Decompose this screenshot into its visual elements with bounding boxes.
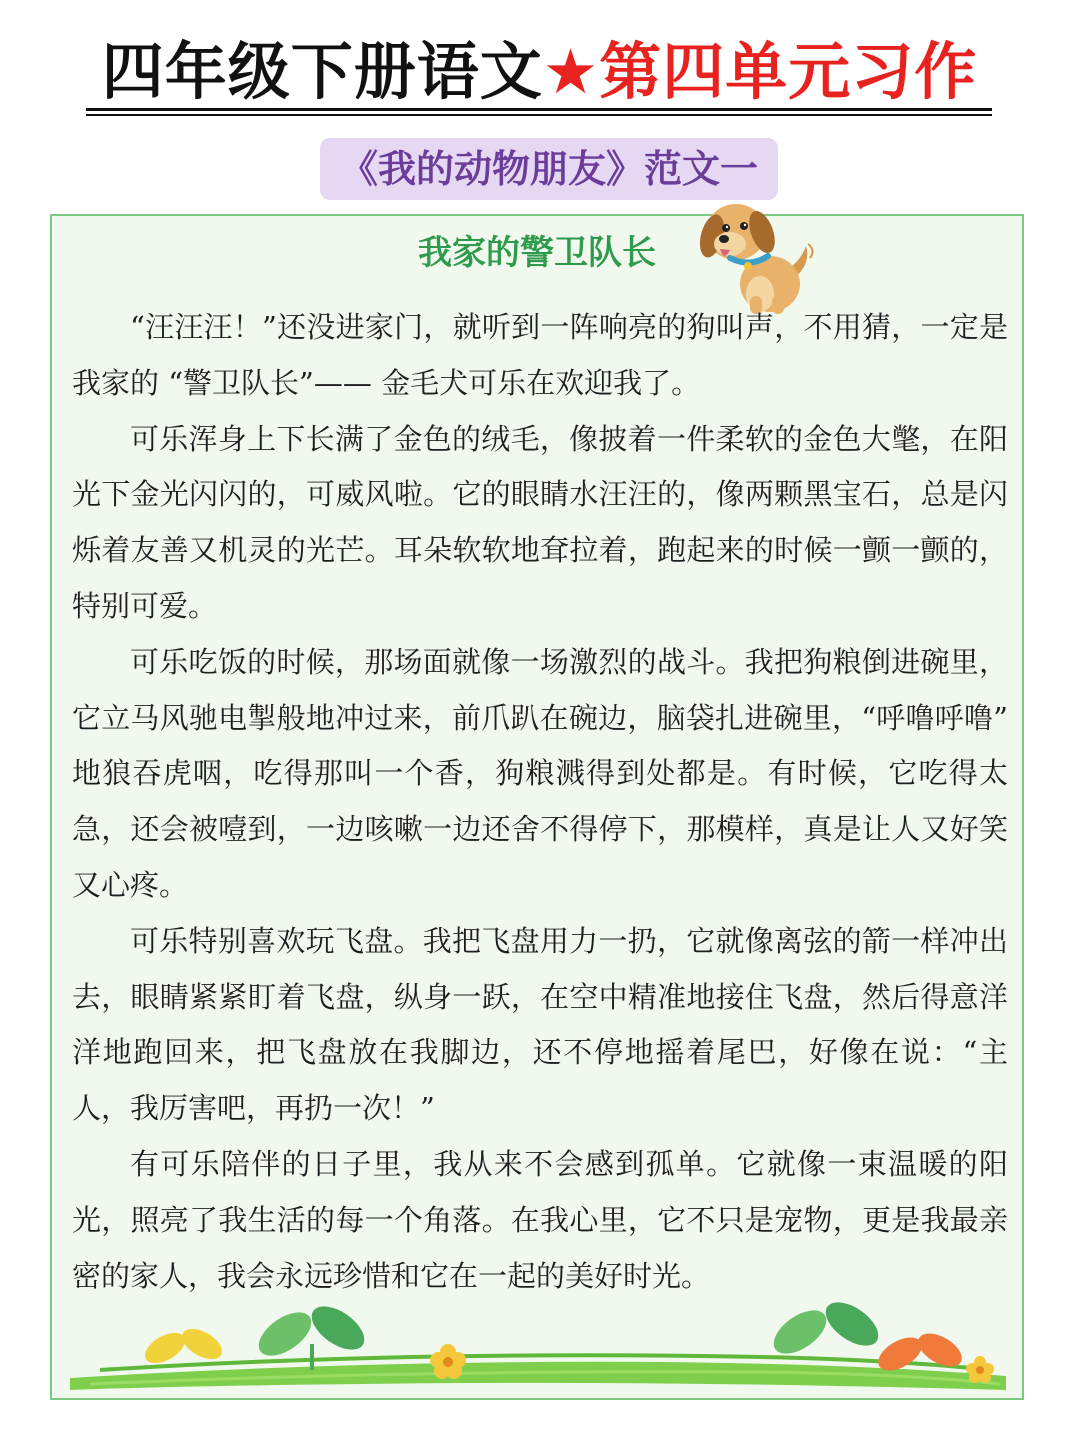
title-underline-top: [86, 108, 992, 111]
paragraph: 可乐浑身上下长满了金色的绒毛，像披着一件柔软的金色大氅，在阳光下金光闪闪的，可威风啦。它的眼睛水汪汪的，像两颗黑宝石，总是闪烁着友善又机灵的光芒。耳朵软软地耷拉着，跑起来的时候一颤一颤的，特别可爱。: [72, 421, 1008, 623]
page-title-right: 第四单元习作: [599, 35, 978, 108]
paragraph: 可乐吃饭的时候，那场面就像一场激烈的战斗。我把狗粮倒进碗里，它立马风驰电掣般地冲过来，前爪趴在碗边，脑袋扎进碗里，“呼噜呼噜” 地狼吞虎咽，吃得那叫一个香，狗粮溅得到处都是。有时候，它吃得太急，还会被噎到，一边咳嗽一边还舍不得停下，那模样，真是让人又好笑又心疼。: [72, 644, 1008, 902]
paragraph: 可乐特别喜欢玩飞盘。我把飞盘用力一扔，它就像离弦的箭一样冲出去，眼睛紧紧盯着飞盘，纵身一跃，在空中精准地接住飞盘，然后得意洋洋地跑回来，把飞盘放在我脚边，还不停地摇着尾巴，好像在说：“主人，我厉害吧，再扔一次！”: [72, 923, 1008, 1126]
paragraph: 有可乐陪伴的日子里，我从来不会感到孤单。它就像一束温暖的阳光，照亮了我生活的每一个角落。在我心里，它不只是宠物，更是我最亲密的家人，我会永远珍惜和它在一起的美好时光。: [72, 1146, 1008, 1293]
page-title: [0, 32, 1079, 112]
grass-flowers-icon: [60, 1300, 1016, 1396]
essay-title: 我家的警卫队长: [418, 233, 656, 273]
star-icon: ★: [542, 35, 600, 108]
subtitle-text: 《我的动物朋友》范文一: [339, 147, 758, 191]
title-underline-bottom: [86, 114, 992, 116]
paragraph: “汪汪汪！”还没进家门，就听到一阵响亮的狗叫声，不用猜，一定是我家的 “警卫队长”—— 金毛犬可乐在欢迎我了。: [72, 310, 1008, 400]
page-title-left: 四年级下册语文: [101, 35, 543, 108]
essay-body: [72, 300, 1008, 1304]
cartoon-dog-icon: [690, 186, 820, 316]
